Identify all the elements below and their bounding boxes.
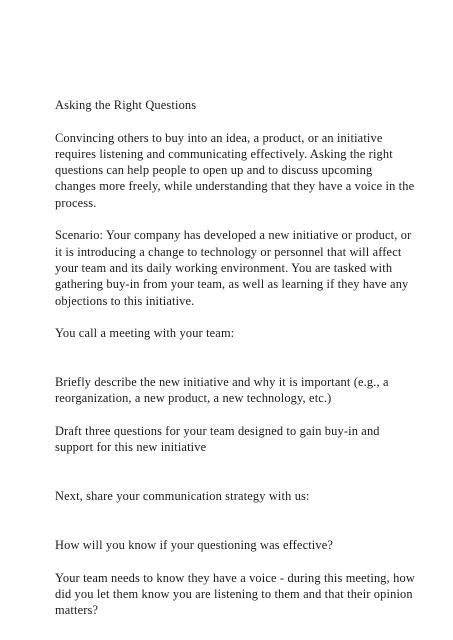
paragraph-meeting: You call a meeting with your team: bbox=[55, 326, 235, 341]
paragraph-intro: Convincing others to buy into an idea, a product, or an initiative requires listening and communicating effectively. Asking the right questions can help people to open up and to discuss upcoming changes more freely, while understanding that they have a voice in the process. bbox=[55, 130, 415, 210]
paragraph-scenario: Scenario: Your company has developed a new initiative or product, or it is introducing a change to technology or personnel that will affect your team and its daily working environment. You are tasked with gathering buy-in from your team, as well as learning if they have any objections to this initiative. bbox=[55, 228, 412, 308]
paragraph-voice: Your team needs to know they have a voice - during this meeting, how did you let them know you are listening to them and that their opinion matters? bbox=[55, 570, 415, 618]
document-body bbox=[55, 97, 415, 635]
paragraph-strategy: Next, share your communication strategy with us: bbox=[55, 489, 310, 504]
paragraph-describe-initiative: Briefly describe the new initiative and why it is important (e.g., a reorganization, a new product, a new technology, etc.) bbox=[55, 375, 389, 406]
document-title: Asking the Right Questions bbox=[55, 98, 197, 112]
paragraph-draft-questions: Draft three questions for your team designed to gain buy-in and support for this new initiative bbox=[55, 423, 380, 455]
paragraph-effective: How will you know if your questioning was effective? bbox=[55, 538, 334, 553]
